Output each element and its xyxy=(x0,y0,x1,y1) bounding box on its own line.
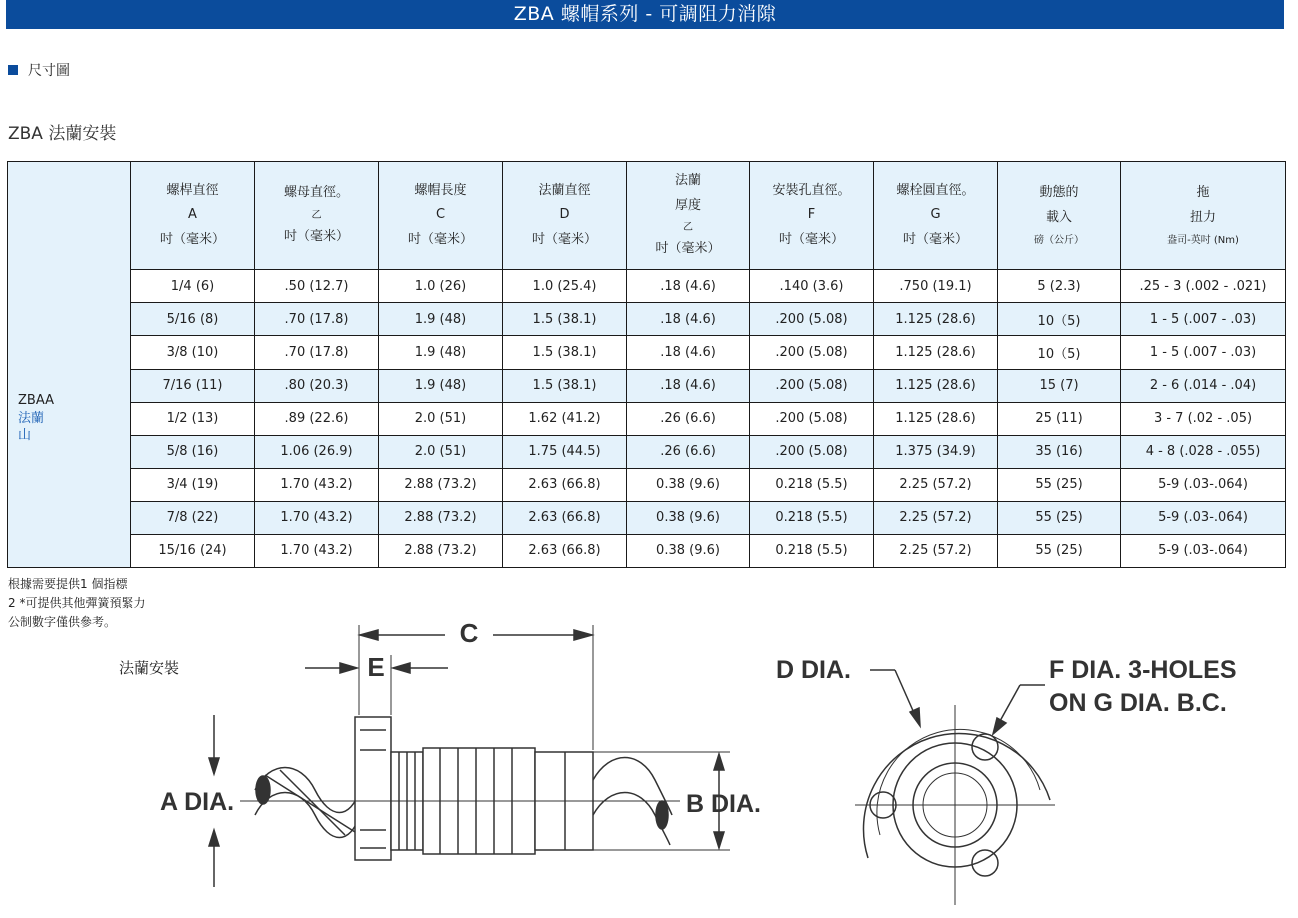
table-cell: .70 (17.8) xyxy=(255,336,379,369)
column-header-line: F xyxy=(807,207,816,223)
table-cell: 1 - 5 (.007 - .03) xyxy=(1121,303,1286,336)
flange-mount-diagram xyxy=(0,600,1298,918)
table-cell: 1.0 (25.4) xyxy=(503,270,627,303)
table-row xyxy=(8,501,1286,534)
column-header xyxy=(1121,162,1286,270)
column-header xyxy=(379,162,503,270)
table-cell: 2.25 (57.2) xyxy=(874,468,998,501)
table-cell: 3/8 (10) xyxy=(131,336,255,369)
table-cell: 5-9 (.03-.064) xyxy=(1121,468,1286,501)
table-cell: .18 (4.6) xyxy=(627,336,750,369)
column-header xyxy=(131,162,255,270)
table-row xyxy=(8,468,1286,501)
table-cell: 5-9 (.03-.064) xyxy=(1121,534,1286,567)
footnote: 根據需要提供1 個指標 xyxy=(8,577,128,591)
table-cell: 0.218 (5.5) xyxy=(750,468,874,501)
table-cell: 3 - 7 (.02 - .05) xyxy=(1121,402,1286,435)
table-cell: 2.88 (73.2) xyxy=(379,534,503,567)
table-cell: 7/16 (11) xyxy=(131,369,255,402)
column-header-line: 磅（公斤） xyxy=(1034,234,1084,246)
table-cell: .50 (12.7) xyxy=(255,270,379,303)
table-cell: 1.75 (44.5) xyxy=(503,435,627,468)
table-cell: 1 - 5 (.007 - .03) xyxy=(1121,336,1286,369)
column-header-line: 螺母直徑。 xyxy=(283,185,349,201)
table-cell: 25 (11) xyxy=(998,402,1121,435)
column-header xyxy=(750,162,874,270)
table-cell: 1.125 (28.6) xyxy=(874,369,998,402)
g-dia-label: ON G DIA. B.C. xyxy=(1049,689,1227,717)
column-header-line: 動態的 xyxy=(1039,185,1079,201)
table-cell: 2.63 (66.8) xyxy=(503,534,627,567)
column-header-line: 螺栓圓直徑。 xyxy=(896,182,975,198)
column-header-line: 吋（毫米） xyxy=(283,229,349,245)
column-header-line: A xyxy=(188,207,197,223)
column-header-line: 吋（毫米） xyxy=(902,231,968,247)
table-cell: .200 (5.08) xyxy=(750,303,874,336)
column-header-line: G xyxy=(930,207,941,223)
table-row xyxy=(8,369,1286,402)
column-header-line: 吋（毫米） xyxy=(778,231,844,247)
footnote: 2 *可提供其他彈簧預緊力 xyxy=(8,596,146,610)
table-cell: 1.70 (43.2) xyxy=(255,468,379,501)
table-row xyxy=(8,270,1286,303)
table-heading: ZBA 法蘭安裝 xyxy=(8,124,117,144)
table-cell: 0.218 (5.5) xyxy=(750,501,874,534)
table-cell: 15 (7) xyxy=(998,369,1121,402)
column-header-line: 吋（毫米） xyxy=(159,231,225,247)
column-header xyxy=(998,162,1121,270)
model-label: 山 xyxy=(18,428,32,444)
table-cell: 1/4 (6) xyxy=(131,270,255,303)
table-row xyxy=(8,435,1286,468)
table-cell: 10（5) xyxy=(998,303,1121,336)
table-cell: 0.38 (9.6) xyxy=(627,501,750,534)
table-cell: 1.06 (26.9) xyxy=(255,435,379,468)
column-header-line: 安裝孔直徑。 xyxy=(772,182,851,198)
column-header-line: 厚度 xyxy=(674,197,701,213)
table-cell: 55 (25) xyxy=(998,501,1121,534)
side-view-drawing xyxy=(209,625,730,887)
page-banner: ZBA 螺帽系列 - 可調阻力消隙 xyxy=(6,0,1284,29)
model-label: 法蘭 xyxy=(18,410,45,426)
table-cell: 15/16 (24) xyxy=(131,534,255,567)
table-row xyxy=(8,402,1286,435)
square-bullet-icon xyxy=(8,65,18,75)
table-cell: 3/4 (19) xyxy=(131,468,255,501)
table-cell: 0.38 (9.6) xyxy=(627,468,750,501)
column-header-line: 拖 xyxy=(1196,185,1210,201)
table-cell: .18 (4.6) xyxy=(627,270,750,303)
table-cell: 1.9 (48) xyxy=(379,303,503,336)
table-cell: 2.0 (51) xyxy=(379,435,503,468)
table-cell: 5/16 (8) xyxy=(131,303,255,336)
table-cell: 5-9 (.03-.064) xyxy=(1121,501,1286,534)
column-header-line: 乙 xyxy=(683,222,693,234)
column-header-line: 法蘭 xyxy=(674,173,701,189)
table-cell: 1/2 (13) xyxy=(131,402,255,435)
table-row xyxy=(8,303,1286,336)
table-cell: 10（5) xyxy=(998,336,1121,369)
table-cell: 2.63 (66.8) xyxy=(503,468,627,501)
table-cell: .140 (3.6) xyxy=(750,270,874,303)
table-row xyxy=(8,534,1286,567)
table-cell: 1.62 (41.2) xyxy=(503,402,627,435)
table-cell: 55 (25) xyxy=(998,468,1121,501)
spec-table xyxy=(7,161,1286,568)
section-header xyxy=(8,60,70,80)
table-cell: 5/8 (16) xyxy=(131,435,255,468)
column-header-line: 扭力 xyxy=(1189,210,1216,226)
column-header-line: C xyxy=(435,207,446,223)
table-cell: .200 (5.08) xyxy=(750,369,874,402)
a-dia-label: A DIA. xyxy=(160,788,235,816)
c-dimension-label: C xyxy=(459,618,479,648)
table-cell: 2.25 (57.2) xyxy=(874,501,998,534)
e-dimension-label: E xyxy=(367,652,385,682)
model-label: ZBAA xyxy=(18,393,54,409)
table-cell: 1.70 (43.2) xyxy=(255,534,379,567)
end-view-drawing xyxy=(855,670,1055,905)
table-cell: 1.9 (48) xyxy=(379,336,503,369)
table-cell: 2.25 (57.2) xyxy=(874,534,998,567)
table-cell: .26 (6.6) xyxy=(627,402,750,435)
table-cell: .200 (5.08) xyxy=(750,435,874,468)
f-dia-label: F DIA. 3-HOLES xyxy=(1049,656,1237,684)
table-cell: 1.125 (28.6) xyxy=(874,303,998,336)
table-cell: 1.125 (28.6) xyxy=(874,336,998,369)
table-cell: 0.38 (9.6) xyxy=(627,534,750,567)
table-cell: .70 (17.8) xyxy=(255,303,379,336)
corner-cell xyxy=(8,162,131,270)
table-cell: .18 (4.6) xyxy=(627,369,750,402)
diagram-title: 法蘭安裝 xyxy=(119,659,180,677)
column-header xyxy=(255,162,379,270)
table-cell: 2.88 (73.2) xyxy=(379,468,503,501)
table-cell: 1.70 (43.2) xyxy=(255,501,379,534)
b-dia-label: B DIA. xyxy=(686,790,761,818)
table-cell: 1.125 (28.6) xyxy=(874,402,998,435)
table-cell: .750 (19.1) xyxy=(874,270,998,303)
table-cell: 2.0 (51) xyxy=(379,402,503,435)
table-cell: .200 (5.08) xyxy=(750,402,874,435)
column-header-line: 吋（毫米） xyxy=(531,231,597,247)
column-header-line: D xyxy=(559,207,570,223)
table-cell: 1.5 (38.1) xyxy=(503,336,627,369)
table-cell: 2.63 (66.8) xyxy=(503,501,627,534)
table-cell: 5 (2.3) xyxy=(998,270,1121,303)
column-header-line: 螺帽長度 xyxy=(414,182,467,198)
table-cell: .25 - 3 (.002 - .021) xyxy=(1121,270,1286,303)
column-header-line: 盎司-英吋 (Nm) xyxy=(1167,234,1239,246)
column-header xyxy=(874,162,998,270)
table-cell: 2.88 (73.2) xyxy=(379,501,503,534)
column-header-line: 乙 xyxy=(311,210,322,222)
footnote: 公制數字僅供參考。 xyxy=(8,615,117,629)
table-cell: .80 (20.3) xyxy=(255,369,379,402)
section-title: 尺寸圖 xyxy=(28,63,70,79)
table-cell: .89 (22.6) xyxy=(255,402,379,435)
table-cell: 2 - 6 (.014 - .04) xyxy=(1121,369,1286,402)
table-cell: 55 (25) xyxy=(998,534,1121,567)
table-row xyxy=(8,336,1286,369)
table-cell: 1.375 (34.9) xyxy=(874,435,998,468)
table-cell: 1.9 (48) xyxy=(379,369,503,402)
table-cell: 4 - 8 (.028 - .055) xyxy=(1121,435,1286,468)
column-header-line: 吋（毫米） xyxy=(655,241,721,257)
table-cell: .200 (5.08) xyxy=(750,336,874,369)
column-header xyxy=(503,162,627,270)
model-cell xyxy=(8,270,131,568)
header-row xyxy=(8,162,1286,270)
table-cell: 7/8 (22) xyxy=(131,501,255,534)
table-cell: 35 (16) xyxy=(998,435,1121,468)
d-dia-label: D DIA. xyxy=(776,656,851,684)
table-cell: .18 (4.6) xyxy=(627,303,750,336)
column-header-line: 螺桿直徑 xyxy=(166,182,219,198)
table-cell: 0.218 (5.5) xyxy=(750,534,874,567)
column-header-line: 載入 xyxy=(1045,210,1072,226)
table-cell: .26 (6.6) xyxy=(627,435,750,468)
column-header-line: 法蘭直徑 xyxy=(538,182,591,198)
column-header xyxy=(627,162,750,270)
table-cell: 1.5 (38.1) xyxy=(503,369,627,402)
column-header-line: 吋（毫米） xyxy=(407,231,473,247)
table-cell: 1.0 (26) xyxy=(379,270,503,303)
table-cell: 1.5 (38.1) xyxy=(503,303,627,336)
